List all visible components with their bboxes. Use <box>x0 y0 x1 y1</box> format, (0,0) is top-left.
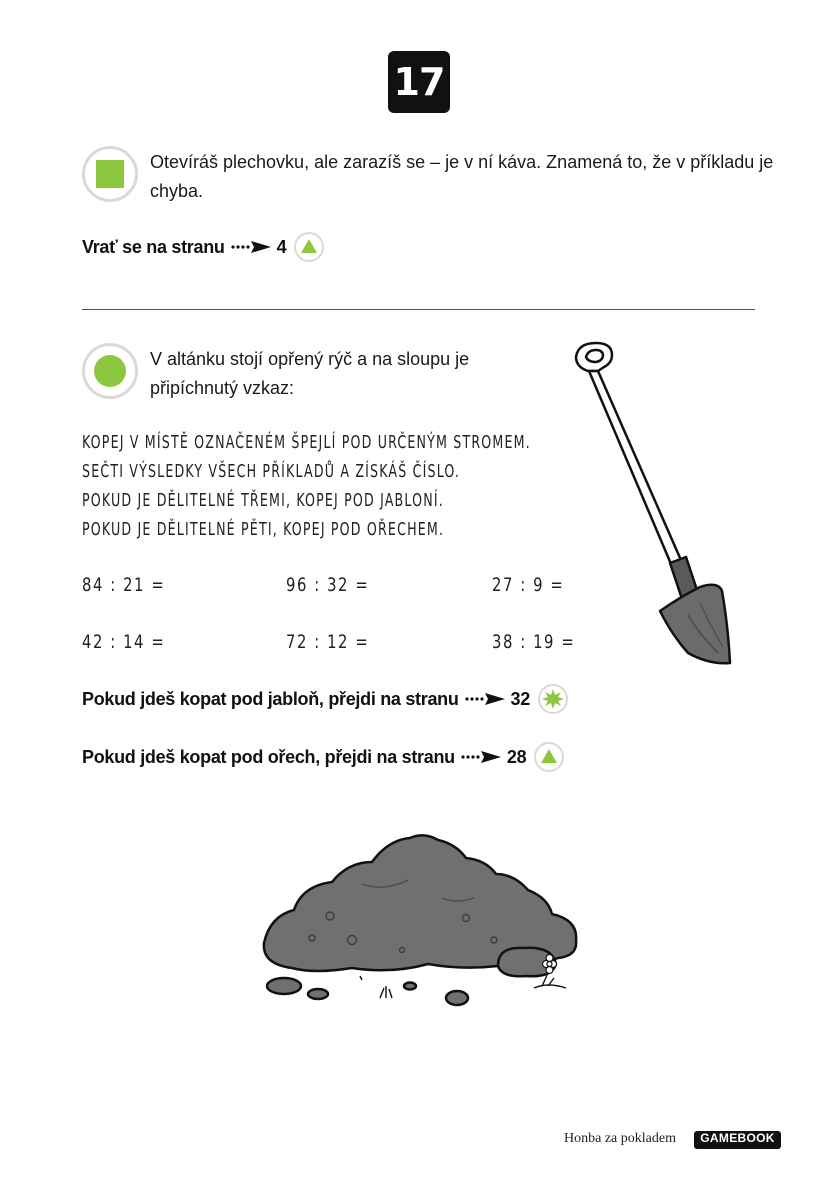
footer-book-title: Honba za pokladem <box>564 1131 676 1146</box>
triangle-icon[interactable] <box>534 742 564 772</box>
handwritten-note <box>82 428 531 544</box>
nav-label: Vrať se na stranu <box>82 236 225 257</box>
math-task: 38 : 19 = <box>492 631 576 653</box>
circle-text-line-2: připíchnutý vzkaz: <box>150 378 295 398</box>
square-text-line-2: chyba. <box>150 181 204 201</box>
math-task: 84 : 21 = <box>82 574 166 596</box>
square-section-text <box>150 148 774 206</box>
math-task: 96 : 32 = <box>286 574 370 596</box>
circle-symbol-badge <box>82 343 138 399</box>
note-line: KOPEJ V MÍSTĚ OZNAČENÉM ŠPEJLÍ POD URČENÝM STROMEM. <box>82 432 531 453</box>
math-task: 27 : 9 = <box>492 574 565 596</box>
note-line: SEČTI VÝSLEDKY VŠECH PŘÍKLADŮ A ZÍSKÁŠ ČÍSLO. <box>82 461 461 482</box>
spade-illustration <box>560 335 760 675</box>
dotted-arrow-icon <box>461 750 503 764</box>
page-number: 17 <box>388 51 450 113</box>
gamebook-badge: GAMEBOOK <box>694 1131 781 1149</box>
nav-apple-tree-page-32[interactable] <box>82 684 568 714</box>
circle-text-line-1: V altánku stojí opřený rýč a na sloupu je <box>150 349 470 369</box>
nav-return-to-page-4[interactable] <box>82 232 324 262</box>
note-line: POKUD JE DĚLITELNÉ PĚTI, KOPEJ POD OŘECHEM. <box>82 519 445 540</box>
square-symbol-badge <box>82 146 138 202</box>
dotted-arrow-icon <box>465 692 507 706</box>
triangle-icon[interactable] <box>294 232 324 262</box>
star-burst-icon[interactable] <box>538 684 568 714</box>
math-task: 72 : 12 = <box>286 631 370 653</box>
circle-icon <box>85 346 135 396</box>
nav-walnut-tree-page-28[interactable] <box>82 742 564 772</box>
nav-label: Pokud jdeš kopat pod jabloň, přejdi na stranu <box>82 688 459 709</box>
section-divider <box>82 309 755 310</box>
nav-page-number: 28 <box>506 746 527 767</box>
dirt-pile-illustration <box>252 828 592 1028</box>
circle-section-text <box>150 345 550 403</box>
nav-page-number: 4 <box>276 236 287 257</box>
note-line: POKUD JE DĚLITELNÉ TŘEMI, KOPEJ POD JABLONÍ. <box>82 490 444 511</box>
math-task: 42 : 14 = <box>82 631 166 653</box>
dotted-arrow-icon <box>231 240 273 254</box>
square-icon <box>85 149 135 199</box>
nav-page-number: 32 <box>510 688 530 709</box>
square-text-line-1: Otevíráš plechovku, ale zarazíš se – je v ní káva. Znamená to, že v příkladu je <box>150 152 774 172</box>
nav-label: Pokud jdeš kopat pod ořech, přejdi na stranu <box>82 746 455 767</box>
